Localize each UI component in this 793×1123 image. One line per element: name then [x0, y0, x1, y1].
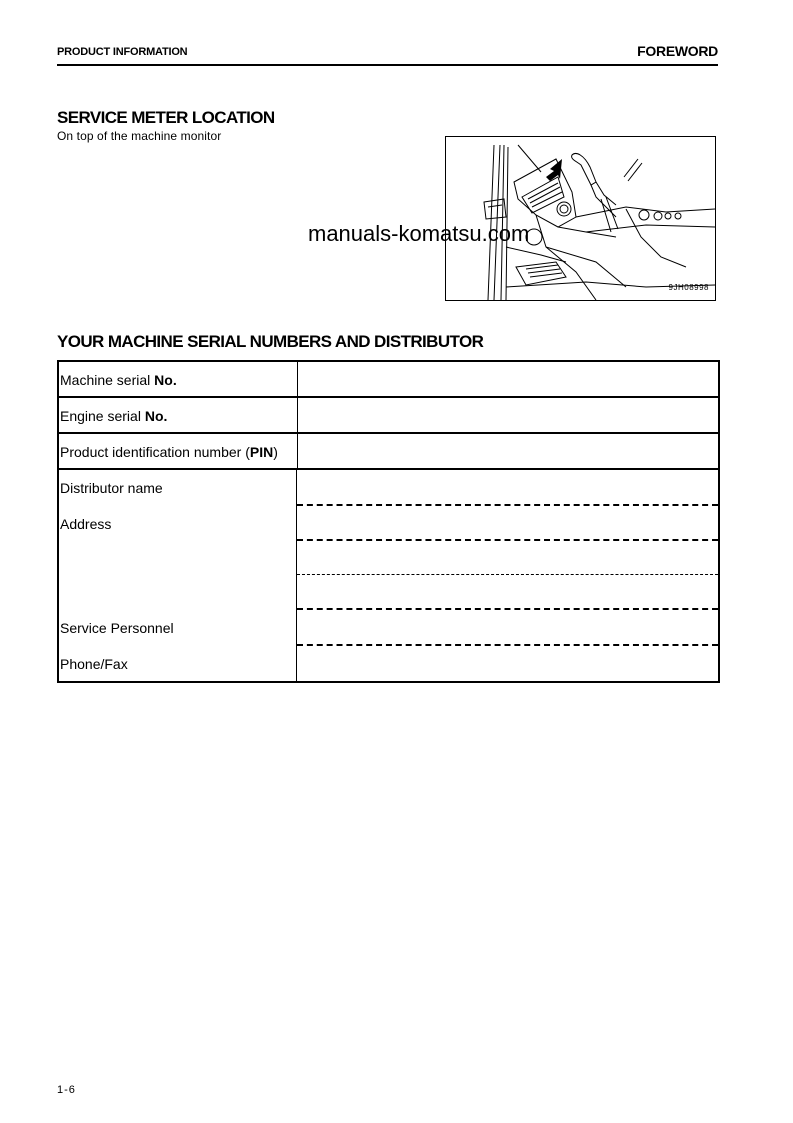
service-personnel-label: Service Personnel [60, 620, 174, 636]
serial-numbers-title: YOUR MACHINE SERIAL NUMBERS AND DISTRIBUTOR [57, 332, 484, 351]
pin-field[interactable] [298, 434, 718, 468]
address-line-2[interactable] [297, 574, 718, 575]
service-meter-subtitle: On top of the machine monitor [57, 129, 222, 143]
header-chapter-label: FOREWORD [637, 43, 718, 59]
address-label: Address [60, 516, 112, 532]
table-row-pin [59, 434, 718, 470]
arrow-indicator-icon [546, 159, 562, 181]
table-row-engine-serial [59, 398, 718, 434]
engine-serial-label: Engine serial No. [59, 398, 298, 432]
header-divider [57, 64, 718, 66]
address-line-3[interactable] [297, 608, 718, 610]
page-number: 1-6 [57, 1084, 76, 1096]
table-row-machine-serial [59, 362, 718, 398]
header-section-label: PRODUCT INFORMATION [57, 46, 188, 58]
distributor-block [59, 470, 718, 681]
distributor-fields [297, 470, 718, 681]
watermark: manuals-komatsu.com [308, 221, 530, 246]
distributor-name-line[interactable] [297, 504, 718, 506]
machine-serial-label: Machine serial No. [59, 362, 298, 396]
phone-fax-label: Phone/Fax [60, 656, 128, 672]
pin-label: Product identification number (PIN) [59, 434, 298, 468]
service-personnel-line[interactable] [297, 644, 718, 646]
figure-code: 9JH08998 [668, 283, 709, 292]
serial-numbers-table [57, 360, 720, 683]
service-meter-illustration [445, 136, 716, 301]
distributor-labels [59, 470, 297, 681]
engine-serial-field[interactable] [298, 398, 718, 432]
distributor-name-label: Distributor name [60, 480, 163, 496]
service-meter-title: SERVICE METER LOCATION [57, 108, 275, 127]
address-line-1[interactable] [297, 539, 718, 541]
machine-serial-field[interactable] [298, 362, 718, 396]
cab-illustration-icon [446, 137, 715, 300]
